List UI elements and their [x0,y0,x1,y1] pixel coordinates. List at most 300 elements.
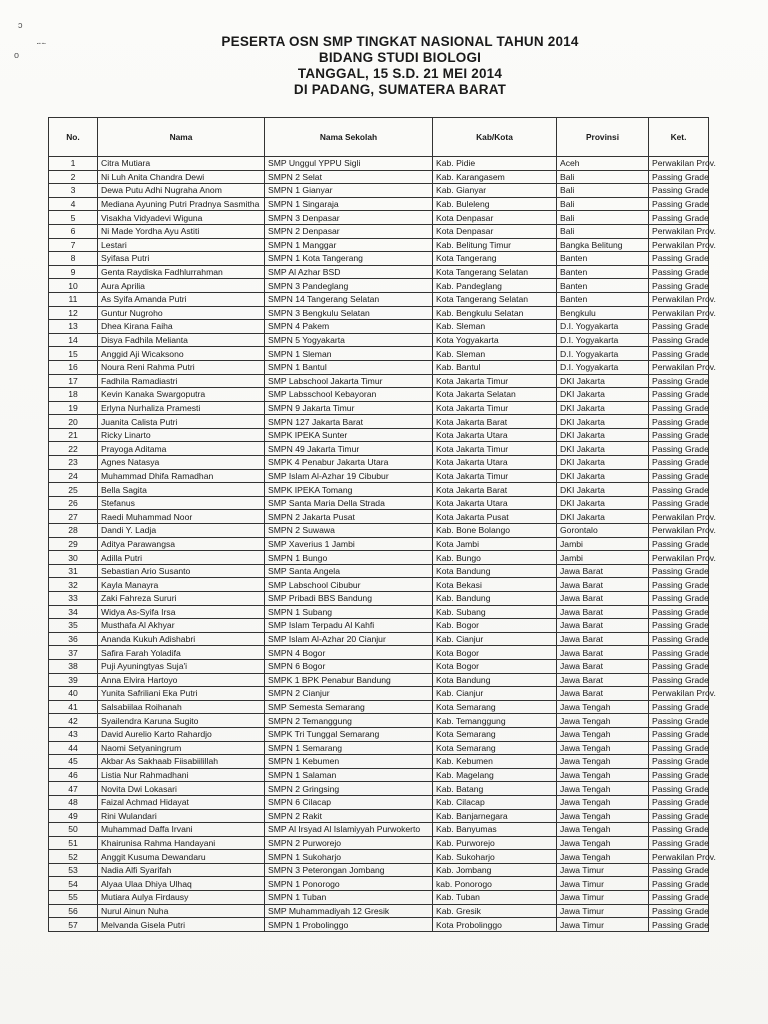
table-row [49,755,709,769]
province: DKI Jakarta [557,469,649,483]
table-row [49,157,709,171]
province: Jambi [557,551,649,565]
remark: Perwakilan Prov. [649,238,709,252]
province: Bali [557,170,649,184]
table-row [49,605,709,619]
school-name: SMPN 1 Singaraja [265,197,433,211]
row-number: 4 [49,197,98,211]
remark: Passing Grade [649,265,709,279]
remark: Passing Grade [649,496,709,510]
participant-name: Anggit Kusuma Dewandaru [98,850,265,864]
participant-name: Dewa Putu Adhi Nugraha Anom [98,184,265,198]
table-row [49,333,709,347]
school-name: SMPN 2 Selat [265,170,433,184]
school-name: SMP Islam Terpadu Al Kahfi [265,619,433,633]
regency-city: Kota Jakarta Timur [433,401,557,415]
table-row [49,809,709,823]
regency-city: Kota Denpasar [433,211,557,225]
participant-name: Melvanda Gisela Putri [98,918,265,932]
remark: Perwakilan Prov. [649,306,709,320]
province: D.I. Yogyakarta [557,333,649,347]
school-name: SMP Islam Al-Azhar 19 Cibubur [265,469,433,483]
row-number: 12 [49,306,98,320]
participant-name: Agnes Natasya [98,456,265,470]
regency-city: Kab. Tuban [433,891,557,905]
participant-name: Novita Dwi Lokasari [98,782,265,796]
table-row [49,320,709,334]
regency-city: Kab. Pandeglang [433,279,557,293]
school-name: SMPN 2 Temanggung [265,714,433,728]
remark: Passing Grade [649,456,709,470]
province: Jawa Barat [557,659,649,673]
table-row [49,184,709,198]
regency-city: Kota Denpasar [433,224,557,238]
remark: Passing Grade [649,632,709,646]
school-name: SMPK 1 BPK Penabur Bandung [265,673,433,687]
province: DKI Jakarta [557,483,649,497]
table-row [49,564,709,578]
remark: Passing Grade [649,904,709,918]
remark: Perwakilan Prov. [649,687,709,701]
participant-name: Yunita Safriliani Eka Putri [98,687,265,701]
regency-city: Kota Tangerang [433,252,557,266]
province: Jawa Tengah [557,727,649,741]
province: DKI Jakarta [557,374,649,388]
province: Bengkulu [557,306,649,320]
school-name: SMP Islam Al-Azhar 20 Cianjur [265,632,433,646]
table-row [49,659,709,673]
remark: Perwakilan Prov. [649,551,709,565]
column-header-no: No. [49,118,98,157]
regency-city: Kota Jakarta Selatan [433,388,557,402]
remark: Passing Grade [649,333,709,347]
school-name: SMPN 3 Pandeglang [265,279,433,293]
regency-city: Kab. Batang [433,782,557,796]
participant-name: Ananda Kukuh Adishabri [98,632,265,646]
remark: Passing Grade [649,442,709,456]
participant-name: Disya Fadhila Melianta [98,333,265,347]
school-name: SMP Semesta Semarang [265,700,433,714]
remark: Passing Grade [649,836,709,850]
table-row [49,578,709,592]
regency-city: Kota Semarang [433,727,557,741]
school-name: SMPN 2 Suwawa [265,524,433,538]
participant-name: Zaki Fahreza Sururi [98,592,265,606]
province: Banten [557,252,649,266]
regency-city: Kota Bogor [433,646,557,660]
participant-name: Adilla Putri [98,551,265,565]
table-row [49,619,709,633]
participant-name: Fadhila Ramadiastri [98,374,265,388]
remark: Passing Grade [649,809,709,823]
regency-city: Kota Jakarta Barat [433,415,557,429]
row-number: 30 [49,551,98,565]
table-row [49,537,709,551]
regency-city: Kota Semarang [433,741,557,755]
regency-city: Kota Probolinggo [433,918,557,932]
row-number: 55 [49,891,98,905]
school-name: SMPN 2 Cianjur [265,687,433,701]
school-name: SMP Xaverius 1 Jambi [265,537,433,551]
remark: Passing Grade [649,320,709,334]
province: Jawa Tengah [557,741,649,755]
row-number: 25 [49,483,98,497]
participant-name: Ni Made Yordha Ayu Astiti [98,224,265,238]
participant-name: Akbar As Sakhaab Fiisabiilillah [98,755,265,769]
table-row [49,632,709,646]
school-name: SMP Unggul YPPU Sigli [265,157,433,171]
table-header-row [49,118,709,157]
row-number: 6 [49,224,98,238]
remark: Passing Grade [649,877,709,891]
remark: Passing Grade [649,741,709,755]
participant-name: Khairunisa Rahma Handayani [98,836,265,850]
row-number: 40 [49,687,98,701]
regency-city: Kota Jakarta Timur [433,469,557,483]
school-name: SMPN 14 Tangerang Selatan [265,292,433,306]
school-name: SMPN 3 Peterongan Jombang [265,863,433,877]
province: DKI Jakarta [557,401,649,415]
participant-name: Kayla Manayra [98,578,265,592]
regency-city: Kab. Kebumen [433,755,557,769]
regency-city: Kota Bandung [433,673,557,687]
participant-name: Anggid Aji Wicaksono [98,347,265,361]
remark: Passing Grade [649,279,709,293]
school-name: SMPN 49 Jakarta Timur [265,442,433,456]
province: Jawa Tengah [557,850,649,864]
remark: Passing Grade [649,795,709,809]
table-row [49,224,709,238]
remark: Passing Grade [649,619,709,633]
row-number: 13 [49,320,98,334]
row-number: 46 [49,768,98,782]
participant-name: Alyaa Ulaa Dhiya Ulhaq [98,877,265,891]
regency-city: kab. Ponorogo [433,877,557,891]
school-name: SMPN 6 Bogor [265,659,433,673]
regency-city: Kab. Bengkulu Selatan [433,306,557,320]
province: Jawa Tengah [557,836,649,850]
remark: Passing Grade [649,184,709,198]
school-name: SMPN 1 Sleman [265,347,433,361]
regency-city: Kab. Banyumas [433,823,557,837]
title-line-1: PESERTA OSN SMP TINGKAT NASIONAL TAHUN 2014 [221,34,579,49]
school-name: SMPN 2 Jakarta Pusat [265,510,433,524]
participant-name: Raedi Muhammad Noor [98,510,265,524]
regency-city: Kota Tangerang Selatan [433,292,557,306]
row-number: 27 [49,510,98,524]
regency-city: Kota Jakarta Timur [433,442,557,456]
province: Bali [557,224,649,238]
table-row [49,524,709,538]
regency-city: Kota Jakarta Utara [433,496,557,510]
school-name: SMP Labschool Cibubur [265,578,433,592]
row-number: 49 [49,809,98,823]
row-number: 57 [49,918,98,932]
school-name: SMPN 1 Salaman [265,768,433,782]
participant-name: Nurul Ainun Nuha [98,904,265,918]
row-number: 47 [49,782,98,796]
regency-city: Kab. Buleleng [433,197,557,211]
remark: Passing Grade [649,918,709,932]
regency-city: Kab. Cianjur [433,632,557,646]
regency-city: Kab. Temanggung [433,714,557,728]
column-header-provinsi: Provinsi [557,118,649,157]
participant-name: Dhea Kirana Faiha [98,320,265,334]
province: Jawa Timur [557,877,649,891]
table-row [49,238,709,252]
regency-city: Kab. Bungo [433,551,557,565]
row-number: 10 [49,279,98,293]
participant-name: Safira Farah Yoladifa [98,646,265,660]
school-name: SMP Santa Maria Della Strada [265,496,433,510]
remark: Perwakilan Prov. [649,360,709,374]
remark: Passing Grade [649,592,709,606]
regency-city: Kab. Purworejo [433,836,557,850]
province: Gorontalo [557,524,649,538]
province: Jawa Tengah [557,823,649,837]
regency-city: Kab. Banjarnegara [433,809,557,823]
participant-name: Sebastian Ario Susanto [98,564,265,578]
school-name: SMP Labsschool Kebayoran [265,388,433,402]
row-number: 56 [49,904,98,918]
province: Jawa Barat [557,578,649,592]
regency-city: Kab. Pidie [433,157,557,171]
regency-city: Kota Jambi [433,537,557,551]
regency-city: Kota Jakarta Utara [433,428,557,442]
table-row [49,741,709,755]
regency-city: Kota Bogor [433,659,557,673]
participant-name: Guntur Nugroho [98,306,265,320]
participant-name: Prayoga Aditama [98,442,265,456]
regency-city: Kab. Bantul [433,360,557,374]
row-number: 35 [49,619,98,633]
table-row [49,388,709,402]
document-title [150,34,650,98]
school-name: SMPN 2 Gringsing [265,782,433,796]
table-row [49,456,709,470]
table-row [49,292,709,306]
remark: Passing Grade [649,252,709,266]
table-row [49,592,709,606]
participant-name: Aura Aprilia [98,279,265,293]
remark: Passing Grade [649,428,709,442]
school-name: SMPN 1 Manggar [265,238,433,252]
row-number: 26 [49,496,98,510]
school-name: SMPN 3 Denpasar [265,211,433,225]
regency-city: Kab. Subang [433,605,557,619]
province: Jawa Barat [557,673,649,687]
province: Jawa Tengah [557,714,649,728]
school-name: SMP Al Azhar BSD [265,265,433,279]
title-line-2: BIDANG STUDI BIOLOGI [318,50,482,65]
remark: Passing Grade [649,659,709,673]
remark: Perwakilan Prov. [649,850,709,864]
province: DKI Jakarta [557,456,649,470]
school-name: SMPN 1 Subang [265,605,433,619]
province: Jawa Barat [557,632,649,646]
province: Jawa Tengah [557,700,649,714]
regency-city: Kab. Jombang [433,863,557,877]
regency-city: Kab. Karangasem [433,170,557,184]
province: DKI Jakarta [557,415,649,429]
row-number: 20 [49,415,98,429]
remark: Passing Grade [649,388,709,402]
participant-name: Visakha Vidyadevi Wiguna [98,211,265,225]
province: Jawa Tengah [557,795,649,809]
table-row [49,700,709,714]
participant-name: Erlyna Nurhaliza Pramesti [98,401,265,415]
remark: Passing Grade [649,768,709,782]
school-name: SMPN 4 Bogor [265,646,433,660]
remark: Passing Grade [649,578,709,592]
row-number: 36 [49,632,98,646]
table-row [49,768,709,782]
table-row [49,877,709,891]
row-number: 16 [49,360,98,374]
row-number: 44 [49,741,98,755]
province: Banten [557,265,649,279]
participant-name: Salsabiilaa Roihanah [98,700,265,714]
remark: Passing Grade [649,537,709,551]
participant-name: Puji Ayuningtyas Suja'i [98,659,265,673]
school-name: SMPN 9 Jakarta Timur [265,401,433,415]
table-row [49,904,709,918]
province: D.I. Yogyakarta [557,320,649,334]
table-row [49,551,709,565]
regency-city: Kab. Bone Bolango [433,524,557,538]
participant-name: Citra Mutiara [98,157,265,171]
participant-name: Lestari [98,238,265,252]
remark: Passing Grade [649,891,709,905]
row-number: 42 [49,714,98,728]
school-name: SMPN 1 Kota Tangerang [265,252,433,266]
remark: Passing Grade [649,782,709,796]
table-body [49,157,716,932]
row-number: 19 [49,401,98,415]
table-row [49,823,709,837]
province: Jawa Barat [557,687,649,701]
row-number: 5 [49,211,98,225]
province: Jawa Tengah [557,755,649,769]
table-row [49,863,709,877]
school-name: SMPK IPEKA Sunter [265,428,433,442]
remark: Passing Grade [649,755,709,769]
remark: Perwakilan Prov. [649,224,709,238]
participant-name: Stefanus [98,496,265,510]
province: Jawa Timur [557,863,649,877]
regency-city: Kab. Bandung [433,592,557,606]
row-number: 32 [49,578,98,592]
table-row [49,469,709,483]
regency-city: Kab. Cilacap [433,795,557,809]
school-name: SMPK 4 Penabur Jakarta Utara [265,456,433,470]
participant-name: Syailendra Karuna Sugito [98,714,265,728]
school-name: SMPN 1 Ponorogo [265,877,433,891]
remark: Passing Grade [649,714,709,728]
remark: Perwakilan Prov. [649,157,709,171]
participant-name: Anna Elvira Hartoyo [98,673,265,687]
row-number: 39 [49,673,98,687]
school-name: SMPK IPEKA Tomang [265,483,433,497]
participant-name: Widya As-Syifa Irsa [98,605,265,619]
table-row [49,782,709,796]
row-number: 54 [49,877,98,891]
row-number: 23 [49,456,98,470]
school-name: SMP Labschool Jakarta Timur [265,374,433,388]
remark: Passing Grade [649,401,709,415]
school-name: SMPN 1 Probolinggo [265,918,433,932]
remark: Passing Grade [649,197,709,211]
school-name: SMPN 5 Yogyakarta [265,333,433,347]
participant-name: Mutiara Aulya Firdausy [98,891,265,905]
regency-city: Kota Yogyakarta [433,333,557,347]
table-row [49,727,709,741]
province: Bali [557,197,649,211]
table-row [49,891,709,905]
row-number: 28 [49,524,98,538]
row-number: 45 [49,755,98,769]
regency-city: Kota Semarang [433,700,557,714]
province: Jawa Tengah [557,809,649,823]
remark: Passing Grade [649,673,709,687]
participant-name: Dandi Y. Ladja [98,524,265,538]
regency-city: Kota Jakarta Pusat [433,510,557,524]
table-row [49,374,709,388]
participant-name: Syifasa Putri [98,252,265,266]
remark: Passing Grade [649,347,709,361]
school-name: SMPN 3 Bengkulu Selatan [265,306,433,320]
regency-city: Kab. Cianjur [433,687,557,701]
regency-city: Kab. Sleman [433,320,557,334]
row-number: 1 [49,157,98,171]
participant-name: Kevin Kanaka Swargoputra [98,388,265,402]
row-number: 38 [49,659,98,673]
regency-city: Kota Jakarta Barat [433,483,557,497]
regency-city: Kab. Gianyar [433,184,557,198]
remark: Passing Grade [649,415,709,429]
table-row [49,795,709,809]
remark: Perwakilan Prov. [649,524,709,538]
school-name: SMPN 1 Sukoharjo [265,850,433,864]
participant-name: Ricky Linarto [98,428,265,442]
table-row [49,687,709,701]
school-name: SMPN 2 Denpasar [265,224,433,238]
province: Bangka Belitung [557,238,649,252]
row-number: 41 [49,700,98,714]
province: Jawa Barat [557,564,649,578]
school-name: SMPN 2 Rakit [265,809,433,823]
participant-name: David Aurelio Karto Rahardjo [98,727,265,741]
participant-name: Naomi Setyaningrum [98,741,265,755]
remark: Passing Grade [649,170,709,184]
column-header-nama: Nama [98,118,265,157]
regency-city: Kab. Sukoharjo [433,850,557,864]
row-number: 53 [49,863,98,877]
table-row [49,428,709,442]
table-row [49,442,709,456]
province: Bali [557,184,649,198]
row-number: 3 [49,184,98,198]
title-line-4: DI PADANG, SUMATERA BARAT [293,82,507,97]
school-name: SMP Pribadi BBS Bandung [265,592,433,606]
province: Jawa Tengah [557,782,649,796]
table-row [49,252,709,266]
province: Banten [557,279,649,293]
remark: Passing Grade [649,700,709,714]
regency-city: Kota Bekasi [433,578,557,592]
remark: Passing Grade [649,863,709,877]
regency-city: Kab. Sleman [433,347,557,361]
